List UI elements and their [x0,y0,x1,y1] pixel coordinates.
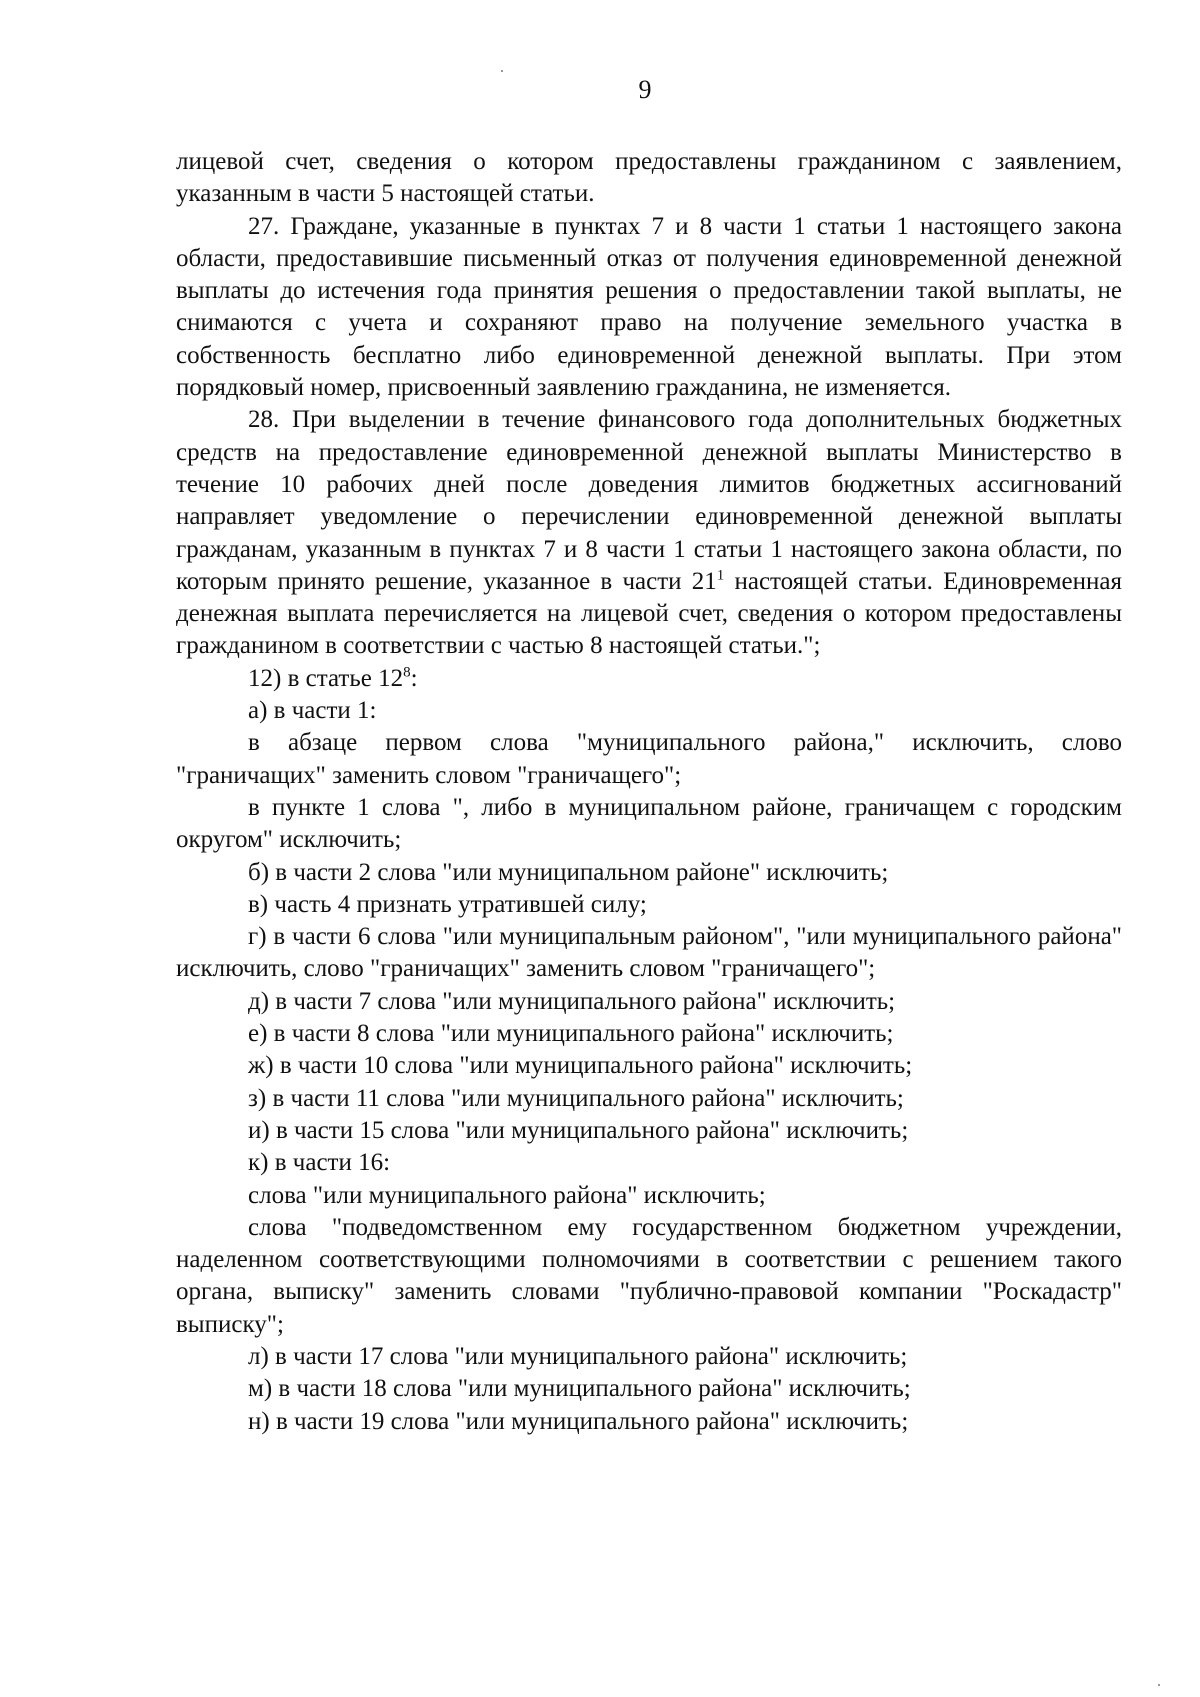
scan-speck [1158,1684,1160,1686]
subitem-d: д) в части 7 слова "или муниципального района" исключить; [248,987,896,1015]
subitem-a-punkt-1: в пункте 1 слова ", либо в муниципальном районе, граничащем с городским округом" исключить; [176,793,1122,854]
subitem-e: е) в части 8 слова "или муниципального района" исключить; [248,1020,894,1048]
subitem-n: н) в части 19 слова "или муниципального района" исключить; [248,1407,909,1435]
item-12-text-a: 12) в статье 12 [248,664,404,692]
item-12 [176,663,1122,695]
subitem-k: к) в части 16: [248,1149,391,1177]
subitem-a: а) в части 1: [248,697,377,725]
subitem-k-words-2: слова "подведомственном ему государственном бюджетном учреждении, наделенном соответствующими полномочиями в соответствии с решением такого органа, выписку" заменить словами "публично-правовой компании "Роскадастр" выписку"; [176,1213,1122,1338]
paragraph-28-superscript: 1 [716,567,725,584]
subitem-zh: ж) в части 10 слова "или муниципального района" исключить; [248,1052,913,1080]
item-12-text-b: : [410,664,418,692]
page-number: 9 [638,75,652,104]
subitem-a-abzac: в абзаце первом слова "муниципального района," исключить, слово "граничащих" заменить словом "граничащего"; [176,729,1122,789]
paragraph-28 [176,404,1122,662]
paragraph-28-text-a: 28. При выделении в течение финансового года дополнительных бюджетных средств на предоставление единовременной денежной выплаты Министерство в течение 10 рабочих дней после доведения лимитов бюджетных ассигнований направляет уведомление о перечислении единовременной денежной выплаты гражданам, указанным в пунктах 7 и 8 части 1 статьи 1 настоящего закона области, по которым принято решение, указанное в части 21 [176,406,1122,595]
paragraph-continuation: лицевой счет, сведения о котором предоставлены гражданином с заявлением, указанным в части 5 настоящей статьи. [176,148,1122,208]
paragraph-28-text-b: настоящей статьи. Единовременная денежная выплата перечисляется на лицевой счет, сведения о котором предоставлены гражданином в соответствии с частью 8 настоящей статьи."; [176,567,1122,660]
subitem-v: в) часть 4 признать утратившей силу; [248,890,647,918]
subitem-i: и) в части 15 слова "или муниципального района" исключить; [248,1116,909,1144]
paragraph-27: 27. Граждане, указанные в пунктах 7 и 8 части 1 статьи 1 настоящего закона области, предоставившие письменный отказ от получения единовременной денежной выплаты до истечения года принятия решения о предоставлении такой выплаты, не снимаются с учета и сохраняют право на получение земельного участка в собственность бесплатно либо единовременной денежной выплаты. При этом порядковый номер, присвоенный заявлению гражданина, не изменяется. [176,212,1122,402]
scan-speck [501,70,503,72]
subitem-z: з) в части 11 слова "или муниципального района" исключить; [248,1084,904,1112]
document-body [176,146,1122,1438]
subitem-k-words-1: слова "или муниципального района" исключить; [248,1181,766,1209]
subitem-g: г) в части 6 слова "или муниципальным районом", "или муниципального района" исключить, слово "граничащих" заменить словом "граничащего"; [176,923,1122,983]
subitem-b: б) в части 2 слова "или муниципальном районе" исключить; [248,858,889,886]
subitem-l: л) в части 17 слова "или муниципального района" исключить; [248,1342,908,1370]
subitem-m: м) в части 18 слова "или муниципального района" исключить; [248,1375,911,1403]
item-12-superscript: 8 [403,664,411,681]
